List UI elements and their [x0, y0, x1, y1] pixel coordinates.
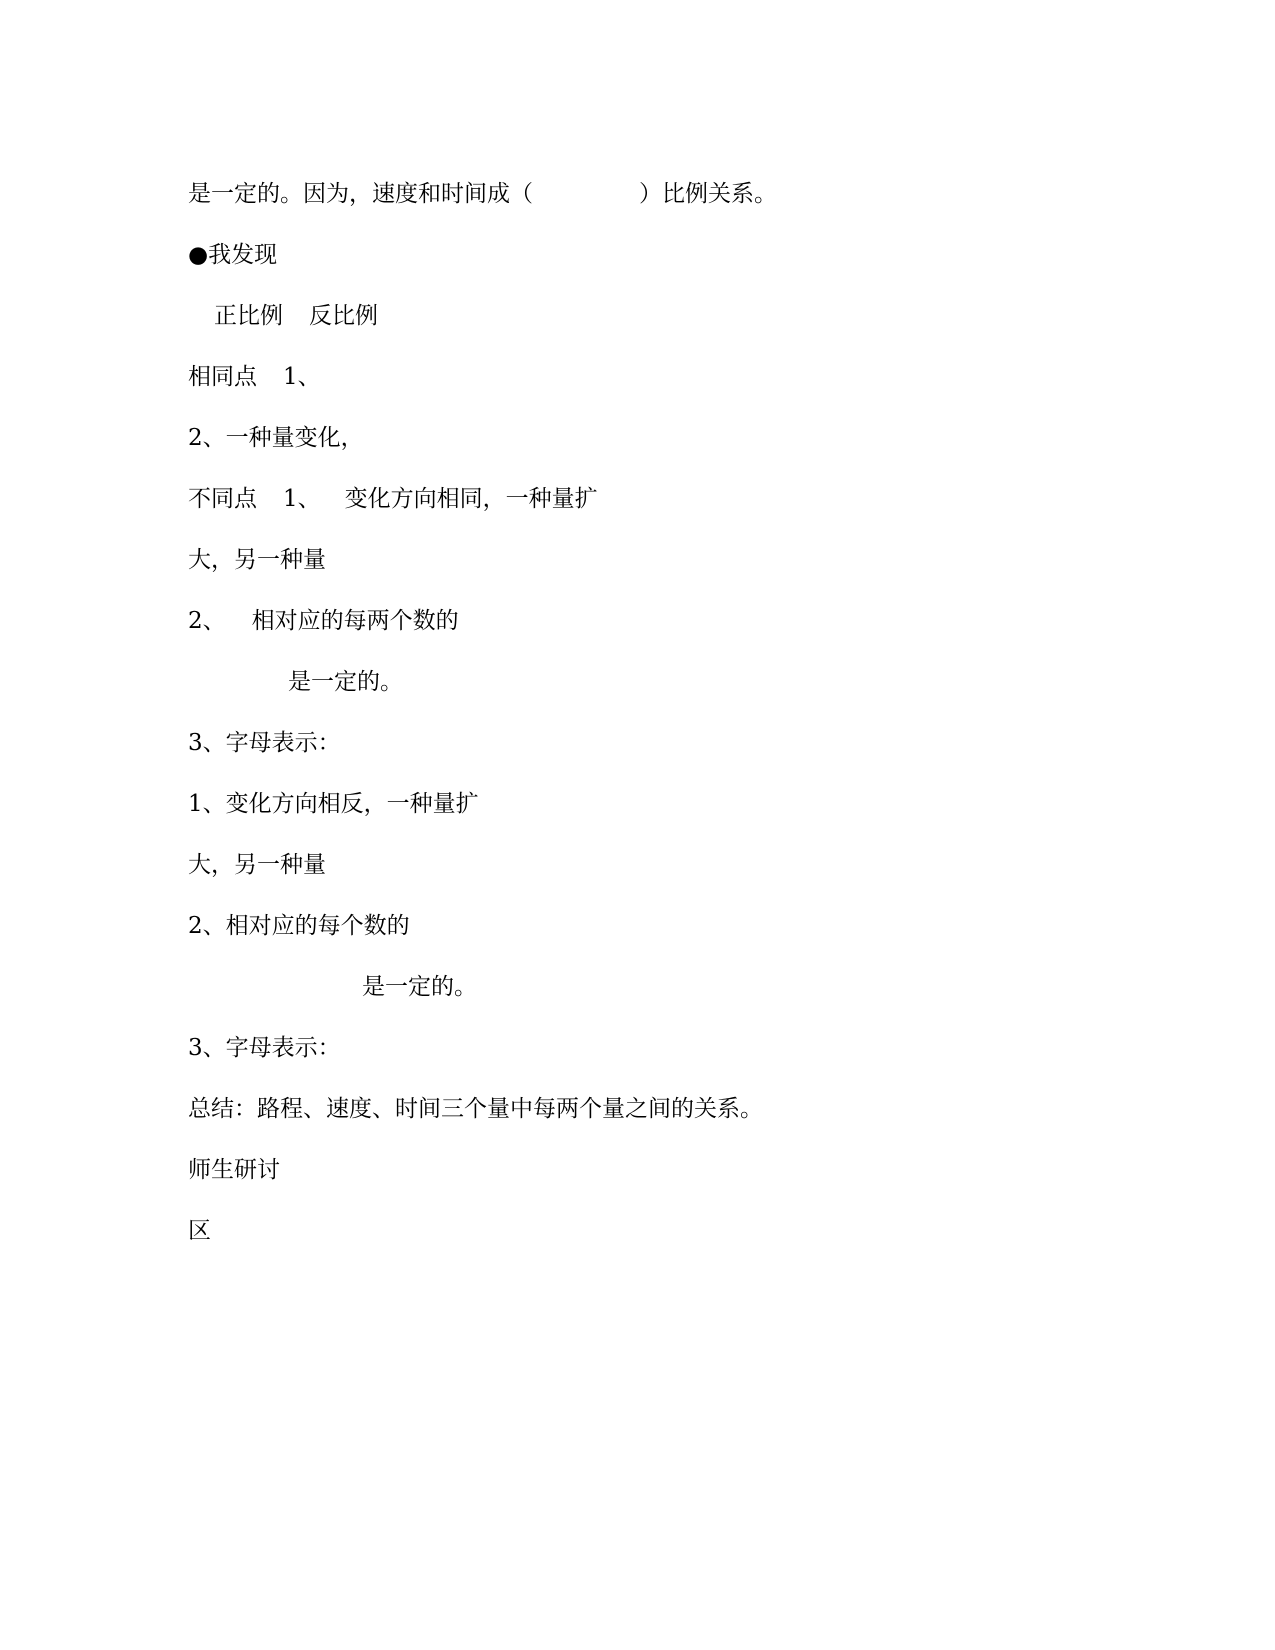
- direct-item-2-text: 相对应的每两个数的: [251, 608, 459, 634]
- direct-item-3: 3、字母表示：: [188, 730, 341, 756]
- differences-row: [188, 484, 598, 514]
- inverse-item-1: 1、变化方向相反，一种量扩: [188, 791, 479, 817]
- header-inverse-proportion: 反比例: [309, 303, 378, 329]
- similarities-item-1: 1、: [283, 364, 321, 390]
- direct-item-2-continued: 是一定的。: [288, 669, 403, 695]
- differences-label: 不同点: [188, 486, 257, 512]
- sentence-text-before-blank: 是一定的。因为，速度和时间成（: [188, 181, 533, 207]
- summary-line: 总结：路程、速度、时间三个量中每两个量之间的关系。: [188, 1096, 763, 1122]
- similarities-row: [188, 362, 321, 392]
- section-heading-discovery: ●我发现: [188, 242, 278, 268]
- direct-item-2: [188, 606, 459, 636]
- similarities-item-2: 2、一种量变化，: [188, 425, 364, 451]
- sentence-speed-time-relation: [188, 179, 777, 209]
- differences-item-number: 1、: [283, 486, 321, 512]
- table-header-row: [214, 301, 378, 331]
- inverse-item-1-continued: 大，另一种量: [188, 852, 326, 878]
- inverse-item-2: 2、相对应的每个数的: [188, 913, 410, 939]
- inverse-item-3: 3、字母表示：: [188, 1035, 341, 1061]
- direct-item-1-continued: 大，另一种量: [188, 547, 326, 573]
- direct-item-2-number: 2、: [188, 608, 226, 634]
- discussion-area-label: 师生研讨: [188, 1157, 280, 1183]
- inverse-item-2-continued: 是一定的。: [362, 974, 477, 1000]
- header-direct-proportion: 正比例: [214, 303, 283, 329]
- similarities-label: 相同点: [188, 364, 257, 390]
- sentence-text-after-blank: ）比例关系。: [639, 181, 777, 207]
- discussion-area-label-continued: 区: [188, 1218, 211, 1244]
- direct-item-1-text: 变化方向相同，一种量扩: [344, 486, 598, 512]
